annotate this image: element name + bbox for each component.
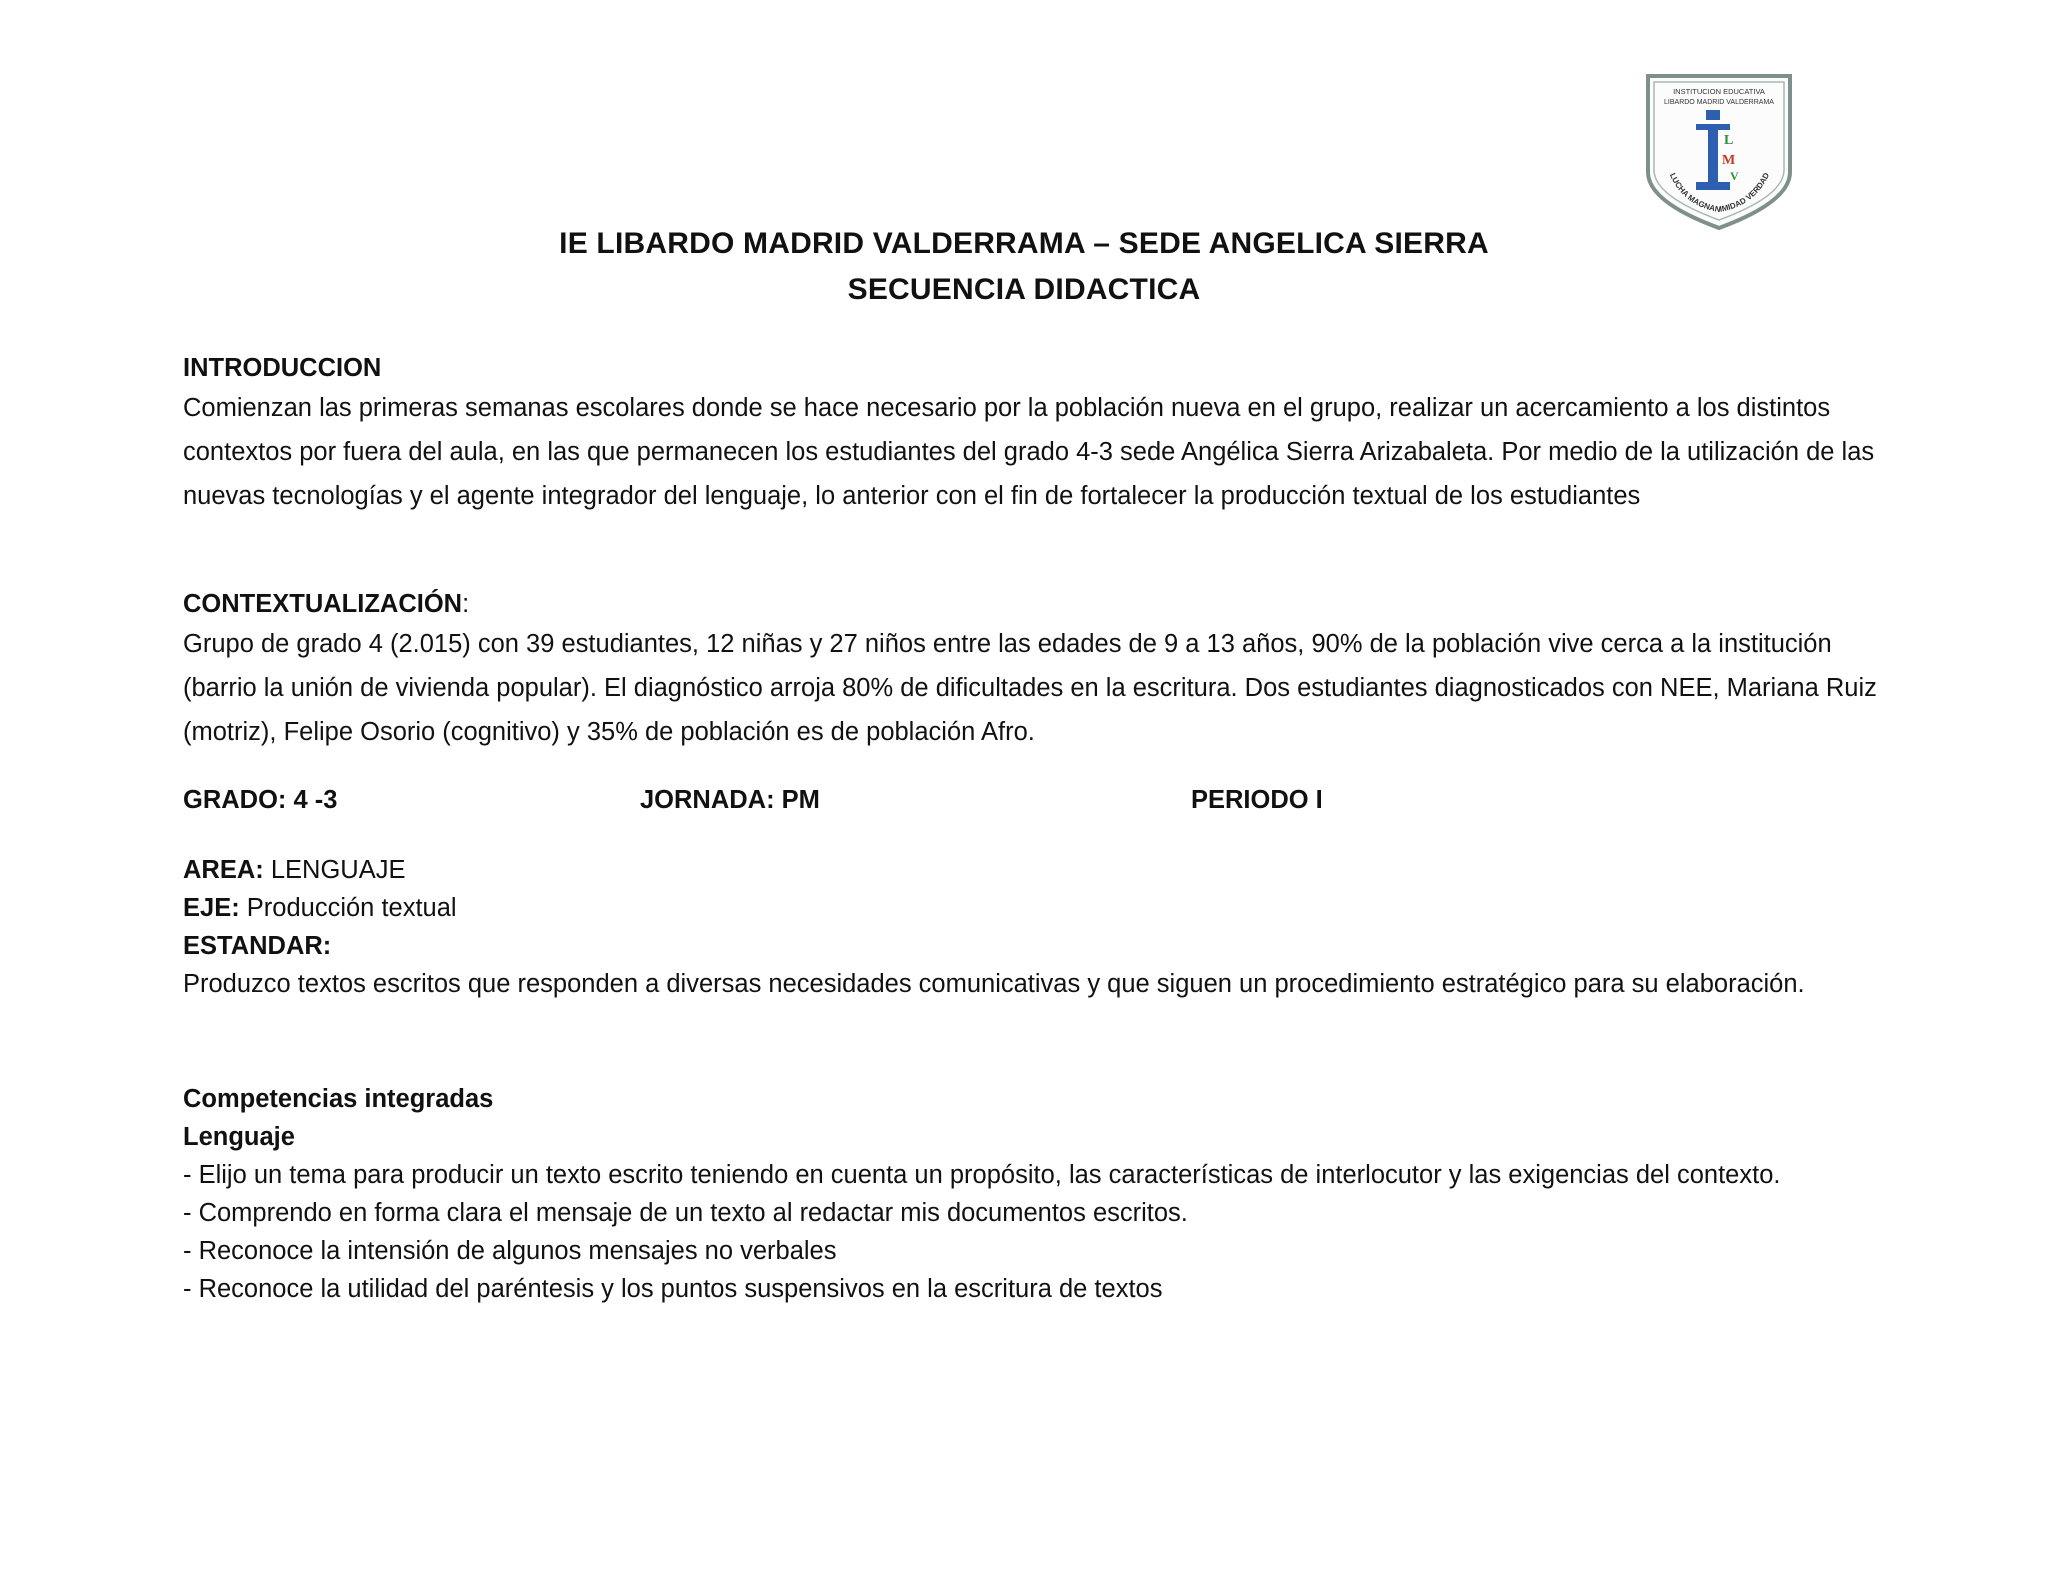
logo-i-stem <box>1708 124 1718 186</box>
logo-letter-m: M <box>1722 153 1736 168</box>
area-label: AREA: <box>183 856 264 884</box>
competencia-item: - Elijo un tema para producir un texto escrito teniendo en cuenta un propósito, las características de interlocutor y las exigencias del contexto. <box>183 1161 1781 1189</box>
school-shield-logo <box>1644 72 1794 232</box>
title-line-2: SECUENCIA DIDACTICA <box>847 273 1201 306</box>
periodo-label: PERIODO I <box>1191 786 1323 814</box>
contextualizacion-text: Grupo de grado 4 (2.015) con 39 estudiantes, 12 niñas y 27 niños entre las edades de 9 a 13 años, 90% de la población vive cerca a la institución (barrio la unión de vivienda popular). El diagnóstico arroja 80% de dificultades en la escritura. Dos estudiantes diagnosticados con NEE, Mariana Ruiz (motriz), Felipe Osorio (cognitivo) y 35% de población es de población Afro. <box>183 630 1877 746</box>
contextualizacion-heading: CONTEXTUALIZACIÓN <box>183 590 463 618</box>
area-value: LENGUAJE <box>263 856 406 884</box>
logo-letter-l: L <box>1724 133 1734 148</box>
competencias-heading: Competencias integradas <box>183 1085 494 1113</box>
logo-i-dot <box>1706 110 1720 120</box>
competencia-item: - Reconoce la intensión de algunos mensajes no verbales <box>183 1237 837 1265</box>
logo-letter-v: V <box>1730 169 1739 183</box>
eje-value: Producción textual <box>239 894 457 922</box>
section-competencias <box>183 1080 1883 1308</box>
section-introduccion <box>183 350 1883 518</box>
eje-label: EJE: <box>183 894 240 922</box>
introduccion-heading: INTRODUCCION <box>183 354 382 382</box>
logo-motto: LUCHA MAGNANIMIDAD VERDAD <box>1667 171 1772 215</box>
competencia-item: - Reconoce la utilidad del paréntesis y los puntos suspensivos en la escritura de textos <box>183 1275 1163 1303</box>
logo-top-text: INSTITUCION EDUCATIVA <box>1673 87 1765 96</box>
competencia-item: - Comprendo en forma clara el mensaje de un texto al redactar mis documentos escritos. <box>183 1199 1188 1227</box>
title-line-1: IE LIBARDO MADRID VALDERRAMA – SEDE ANGELICA SIERRA <box>559 227 1489 260</box>
estandar-line <box>183 927 1883 965</box>
logo-i-top-bar <box>1696 124 1730 130</box>
estandar-text: Produzco textos escritos que responden a diversas necesidades comunicativas y que siguen un procedimiento estratégico para su elaboración. <box>183 970 1805 998</box>
estandar-label: ESTANDAR: <box>183 932 332 960</box>
logo-top-text-2: LIBARDO MADRID VALDERRAMA <box>1664 99 1774 106</box>
section-contextualizacion <box>183 586 1883 754</box>
logo-i-bottom-bar <box>1696 182 1730 190</box>
introduccion-text: Comienzan las primeras semanas escolares donde se hace necesario por la población nueva en el grupo, realizar un acercamiento a los distintos contextos por fuera del aula, en las que permanecen los estudiantes del grado 4-3 sede Angélica Sierra Arizabaleta. Por medio de la utilización de las nuevas tecnologías y el agente integrador del lenguaje, lo anterior con el fin de fortalecer la producción textual de los estudiantes <box>183 394 1875 510</box>
jornada-label: JORNADA: PM <box>640 786 820 814</box>
section-area <box>183 851 1883 1003</box>
contextualizacion-colon: : <box>462 590 470 618</box>
contextualizacion-heading-row <box>183 586 1883 622</box>
competencias-subheading: Lenguaje <box>183 1123 295 1151</box>
info-row <box>183 780 1883 820</box>
grado-label: GRADO: 4 -3 <box>183 786 338 814</box>
document-title <box>0 221 2048 313</box>
area-line <box>183 851 1883 889</box>
eje-line <box>183 889 1883 927</box>
